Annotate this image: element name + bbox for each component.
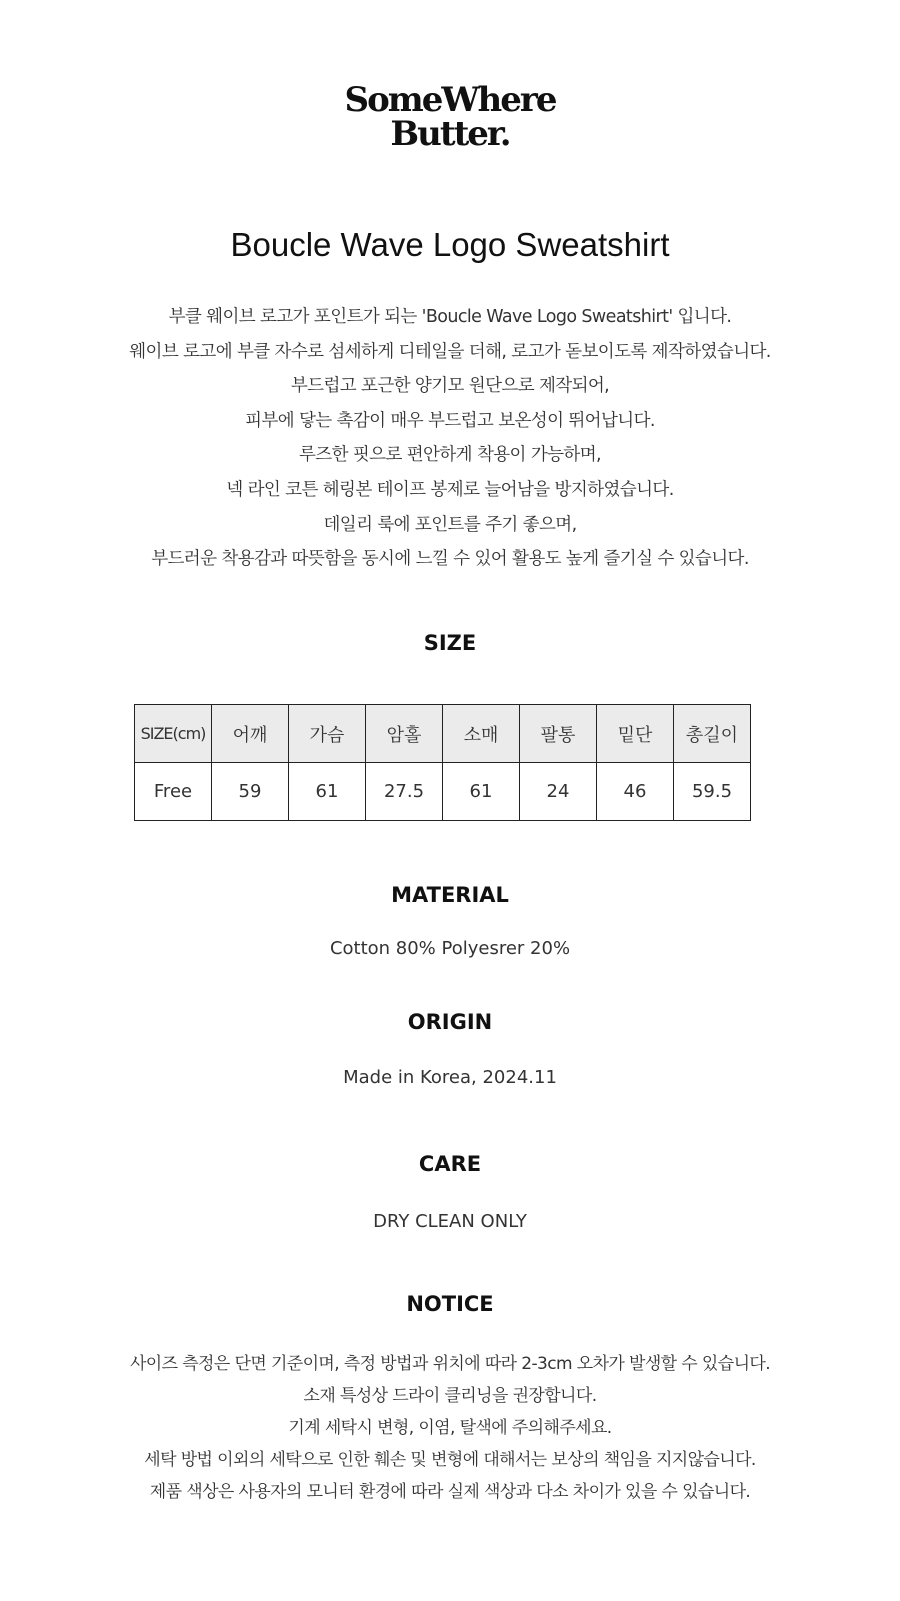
care-text: DRY CLEAN ONLY — [373, 1211, 527, 1232]
product-title: Boucle Wave Logo Sweatshirt — [230, 226, 670, 263]
description-line: 넥 라인 코튼 헤링본 테이프 봉제로 늘어남을 방지하였습니다. — [226, 479, 674, 500]
brand-logo-line2: Butter. — [390, 114, 510, 154]
origin-text: Made in Korea, 2024.11 — [343, 1067, 557, 1088]
notice-line: 사이즈 측정은 단면 기준이며, 측정 방법과 위치에 따라 2-3cm 오차가 발생할 수 있습니다. — [129, 1354, 771, 1374]
size-table — [134, 704, 751, 821]
size-table-cell: 61 — [443, 763, 520, 821]
brand-logo — [0, 82, 900, 152]
description-line: 루즈한 핏으로 편안하게 착용이 가능하며, — [299, 445, 601, 466]
material-text: Cotton 80% Polyesrer 20% — [329, 938, 571, 959]
origin-heading: ORIGIN — [407, 1010, 493, 1034]
size-table-header-cell: SIZE(cm) — [135, 705, 212, 763]
notice-line: 세탁 방법 이외의 세탁으로 인한 훼손 및 변형에 대해서는 보상의 책임을 지지않습니다. — [144, 1450, 756, 1470]
size-table-cell: 59 — [212, 763, 289, 821]
size-table-row — [135, 763, 751, 821]
size-table-cell: 24 — [520, 763, 597, 821]
size-table-cell: 46 — [597, 763, 674, 821]
size-table-cell: 27.5 — [366, 763, 443, 821]
size-table-header-cell: 암홀 — [366, 705, 443, 763]
description-line: 피부에 닿는 촉감이 매우 부드럽고 보온성이 뛰어납니다. — [245, 410, 655, 431]
size-table-cell: 61 — [289, 763, 366, 821]
notice-list — [0, 1348, 900, 1508]
notice-line: 소재 특성상 드라이 클리닝을 권장합니다. — [303, 1386, 597, 1406]
description-line: 데일리 룩에 포인트를 주기 좋으며, — [323, 514, 577, 535]
notice-line: 기계 세탁시 변형, 이염, 탈색에 주의해주세요. — [288, 1418, 612, 1438]
description-line: 부드러운 착용감과 따뜻함을 동시에 느낄 수 있어 활용도 높게 즐기실 수 있습니다. — [151, 549, 749, 570]
care-heading: CARE — [418, 1152, 482, 1176]
notice-heading: NOTICE — [406, 1292, 494, 1316]
size-table-header-cell: 어깨 — [212, 705, 289, 763]
description-line: 부클 웨이브 로고가 포인트가 되는 'Boucle Wave Logo Sweatshirt' 입니다. — [168, 307, 732, 327]
size-table-cell: Free — [135, 763, 212, 821]
size-table-header-cell: 밑단 — [597, 705, 674, 763]
product-description — [0, 300, 900, 577]
size-table-header-cell: 가슴 — [289, 705, 366, 763]
material-heading: MATERIAL — [391, 883, 509, 907]
description-line: 부드럽고 포근한 양기모 원단으로 제작되어, — [290, 376, 610, 397]
brand-logo-line1: SomeWhere — [344, 80, 556, 120]
size-heading: SIZE — [423, 631, 477, 655]
size-table-header-row — [135, 705, 751, 763]
size-table-header-cell: 총길이 — [674, 705, 751, 763]
description-line: 웨이브 로고에 부클 자수로 섬세하게 디테일을 더해, 로고가 돋보이도록 제작하였습니다. — [129, 341, 771, 362]
size-table-header-cell: 소매 — [443, 705, 520, 763]
size-table-header-cell: 팔통 — [520, 705, 597, 763]
size-table-cell: 59.5 — [674, 763, 751, 821]
notice-line: 제품 색상은 사용자의 모니터 환경에 따라 실제 색상과 다소 차이가 있을 수 있습니다. — [149, 1482, 751, 1502]
